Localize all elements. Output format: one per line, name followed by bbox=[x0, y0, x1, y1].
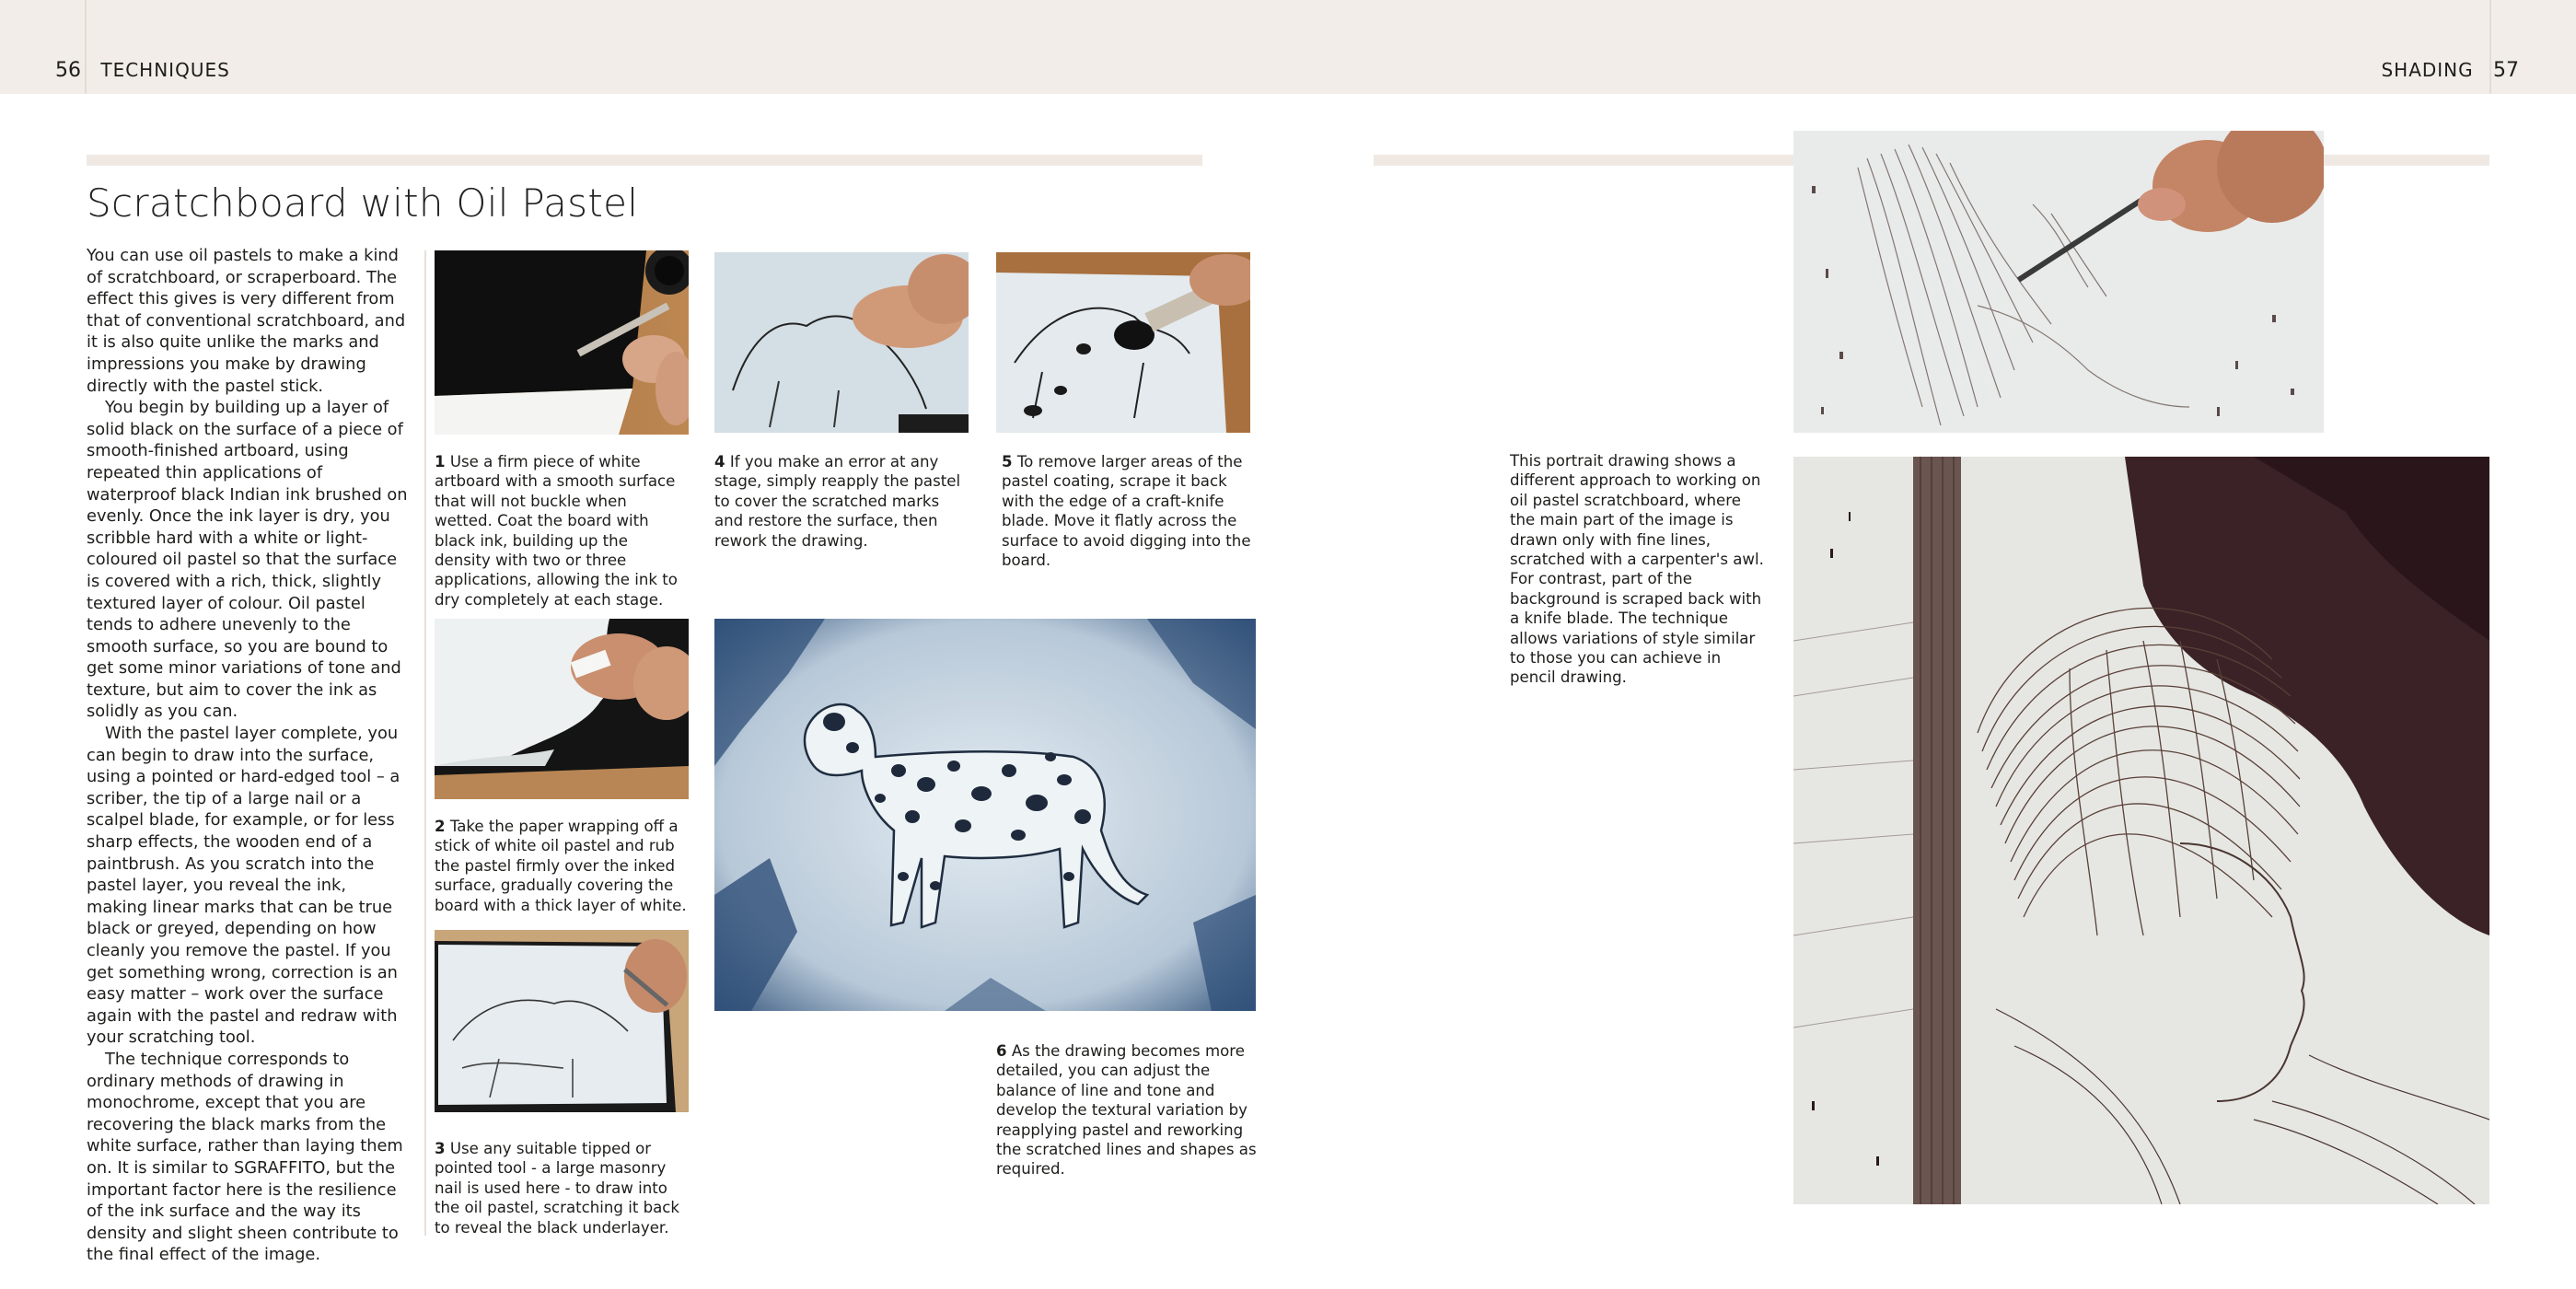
body-paragraph: The technique corresponds to ordinary methods of drawing in monochrome, except that you are recovering the black marks from the white surface, rather than laying them on. It is similar to SGRAFFITO, but the important factor here is the resilience of the ink surface and the way its density and slight sheen contribute to the final effect of the image. bbox=[87, 1049, 403, 1265]
step6-caption bbox=[996, 1041, 1258, 1179]
step3-photo-scratching-nail bbox=[435, 930, 689, 1112]
right-section-title: SHADING bbox=[2381, 59, 2474, 81]
step2-caption bbox=[435, 817, 694, 915]
step4-text: If you make an error at any stage, simply reapply the pastel to cover the scratched marks and restore the surface, then rework the drawing. bbox=[714, 453, 961, 550]
left-section-title: TECHNIQUES bbox=[100, 59, 230, 81]
left-running-head bbox=[55, 59, 230, 82]
right-page-number: 57 bbox=[2493, 59, 2519, 82]
page-title: Scratchboard with Oil Pastel bbox=[87, 180, 639, 226]
step3-caption bbox=[435, 1139, 694, 1237]
step5-photo-craft-knife bbox=[996, 252, 1250, 433]
step2-text: Take the paper wrapping off a stick of white oil pastel and rub the pastel firmly over the inked surface, gradually covering the board with a thick layer of white. bbox=[435, 818, 687, 914]
step6-number: 6 bbox=[996, 1042, 1007, 1060]
step2-photo-rubbing-pastel bbox=[435, 619, 689, 799]
step4-number: 4 bbox=[714, 453, 725, 470]
step1-caption bbox=[435, 452, 689, 610]
step3-number: 3 bbox=[435, 1140, 446, 1157]
step5-number: 5 bbox=[1002, 453, 1013, 470]
step6-photo-finished-dalmatian bbox=[714, 619, 1256, 1011]
step5-text: To remove larger areas of the pastel coating, scrape it back with the edge of a craft-knife blade. Move it flatly across the surface to avoid digging into the board. bbox=[1002, 453, 1251, 570]
portrait-detail-photo-awl bbox=[1793, 131, 2324, 433]
portrait-caption: This portrait drawing shows a different approach to working on oil pastel scratchboard, where the main part of the image is drawn only with fine lines, scratched with a carpenter's awl. For contrast, part of the background is scraped back with a knife blade. The technique allows variations of style similar to those you can achieve in pencil drawing. bbox=[1510, 452, 1764, 687]
portrait-scratchboard-image bbox=[1793, 457, 2489, 1204]
right-running-head bbox=[2381, 59, 2519, 82]
left-page-number: 56 bbox=[55, 59, 81, 82]
step2-number: 2 bbox=[435, 818, 446, 835]
step1-number: 1 bbox=[435, 453, 446, 470]
step4-caption bbox=[714, 452, 972, 551]
step5-caption bbox=[1002, 452, 1259, 570]
column-divider bbox=[424, 250, 426, 1236]
running-header-band bbox=[0, 0, 2576, 94]
body-paragraph: You begin by building up a layer of solid black on the surface of a piece of smooth-finished artboard, using repeated thin applications of waterproof black Indian ink brushed on evenly. Once the ink layer is dry, you scribble hard with a white or light-coloured oil pastel so that the surface is covered with a rich, thick, slightly textured layer of colour. Oil pastel tends to adhere unevenly to the smooth surface, so you are bound to get some minor variations of tone and texture, but aim to cover the ink as solidly as you can. bbox=[87, 398, 408, 722]
step6-text: As the drawing becomes more detailed, you can adjust the balance of line and tone and develop the textural variation by reapplying pastel and reworking the scratched lines and shapes as required. bbox=[996, 1042, 1257, 1179]
step3-text: Use any suitable tipped or pointed tool - a large masonry nail is used here - to draw into the oil pastel, scratching it back to reveal the black underlayer. bbox=[435, 1140, 680, 1237]
body-text-column bbox=[87, 245, 409, 1266]
left-title-rule bbox=[87, 155, 1202, 166]
body-paragraph: You can use oil pastels to make a kind of scratchboard, or scraperboard. The effect this gives is very different from that of conventional scratchboard, and it is also quite unlike the marks and impressions you make by drawing directly with the pastel stick. bbox=[87, 246, 406, 396]
step1-photo-inking-board bbox=[435, 250, 689, 435]
step1-text: Use a firm piece of white artboard with a smooth surface that will not buckle when wetted. Coat the board with black ink, building up the density with two or three applications, allowing the ink to dry completely at each stage. bbox=[435, 453, 678, 609]
step4-photo-reapply-pastel bbox=[714, 252, 969, 433]
body-paragraph: With the pastel layer complete, you can begin to draw into the surface, using a pointed or hard-edged tool – a scriber, the tip of a large nail or a scalpel blade, for example, or for less sharp effects, the wooden end of a paintbrush. As you scratch into the pastel layer, you reveal the ink, making linear marks that can be true black or greyed, depending on how cleanly you remove the pastel. If you get something wrong, correction is an easy matter – work over the surface again with the pastel and redraw with your scratching tool. bbox=[87, 724, 400, 1048]
